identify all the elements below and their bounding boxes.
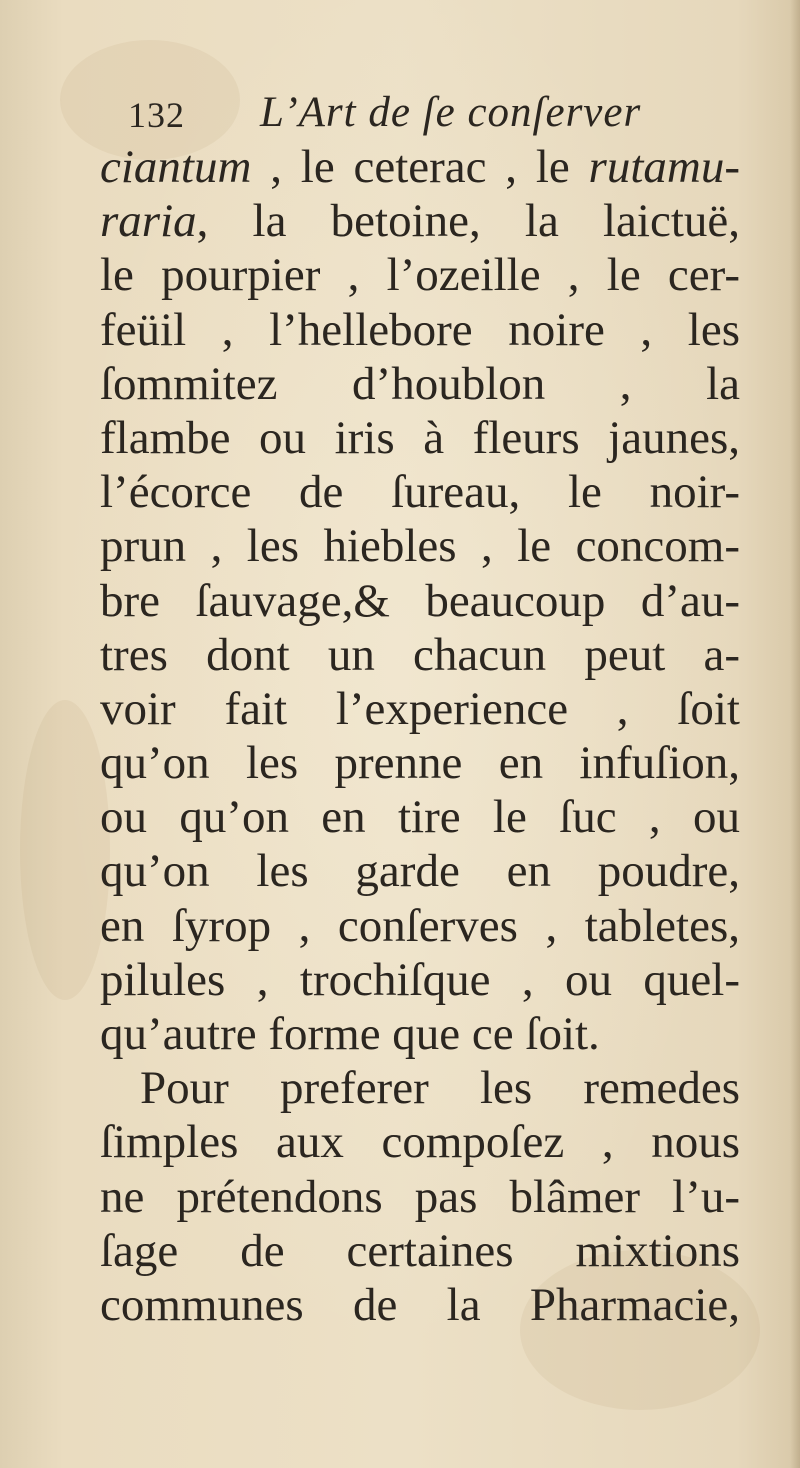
text-line: prun , les hiebles , le concom- <box>100 520 740 573</box>
text-line: feüil , l’hellebore noire , les <box>100 303 740 356</box>
text-line: ſommitez d’houblon , la <box>100 357 740 410</box>
text-line: bre ſauvage,& beaucoup d’au- <box>100 574 740 627</box>
text-line: ne prétendons pas blâmer l’u- <box>100 1170 740 1223</box>
text-line: flambe ou iris à fleurs jaunes, <box>100 411 740 464</box>
running-title: L’Art de ſe conſerver <box>260 89 642 136</box>
text-segment: , le ceterac , le <box>251 141 589 193</box>
latin-term: ciantum <box>100 141 252 193</box>
text-line: en ſyrop , conſerves , tabletes, <box>100 899 740 952</box>
text-line: le pourpier , l’ozeille , le cer- <box>100 249 740 302</box>
text-line: ſage de certaines mixtions <box>100 1224 740 1277</box>
paragraph-start-line: Pour preferer les remedes <box>140 1062 740 1115</box>
page-header <box>128 88 728 148</box>
page-number: 132 <box>128 95 185 135</box>
text-line: communes de la Pharmacie, <box>100 1278 740 1331</box>
body-text <box>100 140 740 1332</box>
text-line: l’écorce de ſureau, le noir- <box>100 466 740 519</box>
text-line <box>100 140 740 194</box>
text-line <box>100 194 740 248</box>
text-line: tres dont un chacun peut a- <box>100 628 740 681</box>
paper-stain <box>20 700 110 1000</box>
text-line: ou qu’on en tire le ſuc , ou <box>100 791 740 844</box>
latin-term: raria <box>100 195 197 248</box>
text-line: qu’autre forme que ce ſoit. <box>100 1008 600 1060</box>
text-line: qu’on les garde en poudre, <box>100 845 740 898</box>
text-line: ſimples aux compoſez , nous <box>100 1116 740 1169</box>
text-line: voir fait l’experience , ſoit <box>100 682 740 735</box>
text-line: qu’on les prenne en infuſion, <box>100 737 740 790</box>
latin-term: rutamu- <box>588 141 740 193</box>
text-segment: , la betoine, la laictuë, <box>196 195 740 248</box>
page-edge <box>790 0 800 1468</box>
text-line: pilules , trochiſque , ou quel- <box>100 953 740 1006</box>
